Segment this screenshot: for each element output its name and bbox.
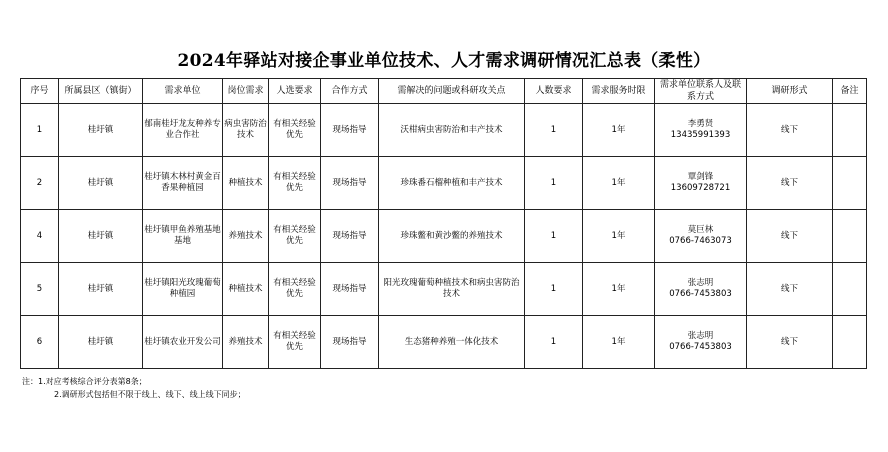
cell-remark <box>833 263 867 316</box>
cell-contact <box>655 316 747 369</box>
cell-cooperation: 现场指导 <box>321 104 379 157</box>
header-index: 序号 <box>21 79 59 104</box>
page-title: 2024年驿站对接企事业单位技术、人才需求调研情况汇总表（柔性） <box>177 51 711 71</box>
cell-district: 桂圩镇 <box>59 157 143 210</box>
cell-index: 4 <box>21 210 59 263</box>
cell-count: 1 <box>525 157 583 210</box>
cell-index: 5 <box>21 263 59 316</box>
cell-unit: 桂圩镇木林村黄金百香果种植园 <box>143 157 223 210</box>
cell-contact <box>655 210 747 263</box>
cell-requirement: 有相关经验优先 <box>269 210 321 263</box>
contact-phone: 0766-7453803 <box>669 342 732 353</box>
contact-name: 莫巨林 <box>687 224 714 235</box>
cell-position: 种植技术 <box>223 263 269 316</box>
cell-contact <box>655 104 747 157</box>
cell-position: 病虫害防治技术 <box>223 104 269 157</box>
cell-district: 桂圩镇 <box>59 316 143 369</box>
cell-contact <box>655 263 747 316</box>
header-unit: 需求单位 <box>143 79 223 104</box>
cell-index: 6 <box>21 316 59 369</box>
table-row <box>21 157 867 210</box>
table-row <box>21 104 867 157</box>
cell-remark <box>833 104 867 157</box>
contact-phone: 0766-7463073 <box>669 236 732 247</box>
cell-district: 桂圩镇 <box>59 104 143 157</box>
cell-remark <box>833 316 867 369</box>
table-header-row <box>21 79 867 104</box>
header-method: 调研形式 <box>747 79 833 104</box>
cell-period: 1年 <box>583 263 655 316</box>
header-cooperation: 合作方式 <box>321 79 379 104</box>
header-remark: 备注 <box>833 79 867 104</box>
cell-count: 1 <box>525 210 583 263</box>
cell-unit: 桂圩镇甲鱼养殖基地基地 <box>143 210 223 263</box>
cell-unit: 桂圩镇阳光玫瑰葡萄种植园 <box>143 263 223 316</box>
cell-position: 养殖技术 <box>223 316 269 369</box>
header-requirement: 人选要求 <box>269 79 321 104</box>
cell-district: 桂圩镇 <box>59 210 143 263</box>
footnote-2: 2.调研形式包括但不限于线上、线下、线上线下同步； <box>54 389 246 399</box>
demand-survey-table <box>20 78 867 369</box>
cell-requirement: 有相关经验优先 <box>269 157 321 210</box>
contact-phone: 13435991393 <box>670 130 731 141</box>
header-count: 人数要求 <box>525 79 583 104</box>
cell-problem: 沃柑病虫害防治和丰产技术 <box>379 104 525 157</box>
contact-name: 李勇贤 <box>687 118 714 129</box>
cell-problem: 生态猪种养殖一体化技术 <box>379 316 525 369</box>
cell-requirement: 有相关经验优先 <box>269 316 321 369</box>
cell-cooperation: 现场指导 <box>321 316 379 369</box>
cell-method: 线下 <box>747 157 833 210</box>
cell-count: 1 <box>525 316 583 369</box>
header-problem: 需解决的问题或科研攻关点 <box>379 79 525 104</box>
table-row <box>21 263 867 316</box>
cell-cooperation: 现场指导 <box>321 210 379 263</box>
cell-period: 1年 <box>583 316 655 369</box>
header-district: 所属县区（镇街） <box>59 79 143 104</box>
cell-unit: 郁南桂圩龙友种养专业合作社 <box>143 104 223 157</box>
contact-phone: 0766-7453803 <box>669 289 732 300</box>
cell-requirement: 有相关经验优先 <box>269 263 321 316</box>
header-contact: 需求单位联系人及联系方式 <box>655 79 747 104</box>
cell-count: 1 <box>525 263 583 316</box>
table-row <box>21 316 867 369</box>
cell-period: 1年 <box>583 104 655 157</box>
cell-problem: 珍珠鳖和黄沙鳖的养殖技术 <box>379 210 525 263</box>
table-row <box>21 210 867 263</box>
cell-problem: 阳光玫瑰葡萄种植技术和病虫害防治技术 <box>379 263 525 316</box>
cell-problem: 珍珠番石榴种植和丰产技术 <box>379 157 525 210</box>
cell-period: 1年 <box>583 210 655 263</box>
header-position: 岗位需求 <box>223 79 269 104</box>
footnotes <box>22 376 246 402</box>
cell-method: 线下 <box>747 316 833 369</box>
footnote-1: 注：1.对应考核综合评分表第8条； <box>22 377 147 386</box>
cell-cooperation: 现场指导 <box>321 263 379 316</box>
cell-cooperation: 现场指导 <box>321 157 379 210</box>
cell-position: 养殖技术 <box>223 210 269 263</box>
contact-name: 张志明 <box>687 330 714 341</box>
cell-period: 1年 <box>583 157 655 210</box>
contact-name: 覃剑锋 <box>687 171 714 182</box>
cell-method: 线下 <box>747 210 833 263</box>
cell-method: 线下 <box>747 104 833 157</box>
cell-index: 2 <box>21 157 59 210</box>
cell-unit: 桂圩镇农业开发公司 <box>143 316 223 369</box>
cell-method: 线下 <box>747 263 833 316</box>
cell-district: 桂圩镇 <box>59 263 143 316</box>
cell-index: 1 <box>21 104 59 157</box>
cell-remark <box>833 210 867 263</box>
cell-count: 1 <box>525 104 583 157</box>
cell-position: 种植技术 <box>223 157 269 210</box>
cell-remark <box>833 157 867 210</box>
contact-name: 张志明 <box>687 277 714 288</box>
header-period: 需求服务时限 <box>583 79 655 104</box>
contact-phone: 13609728721 <box>670 183 731 194</box>
cell-contact <box>655 157 747 210</box>
cell-requirement: 有相关经验优先 <box>269 104 321 157</box>
